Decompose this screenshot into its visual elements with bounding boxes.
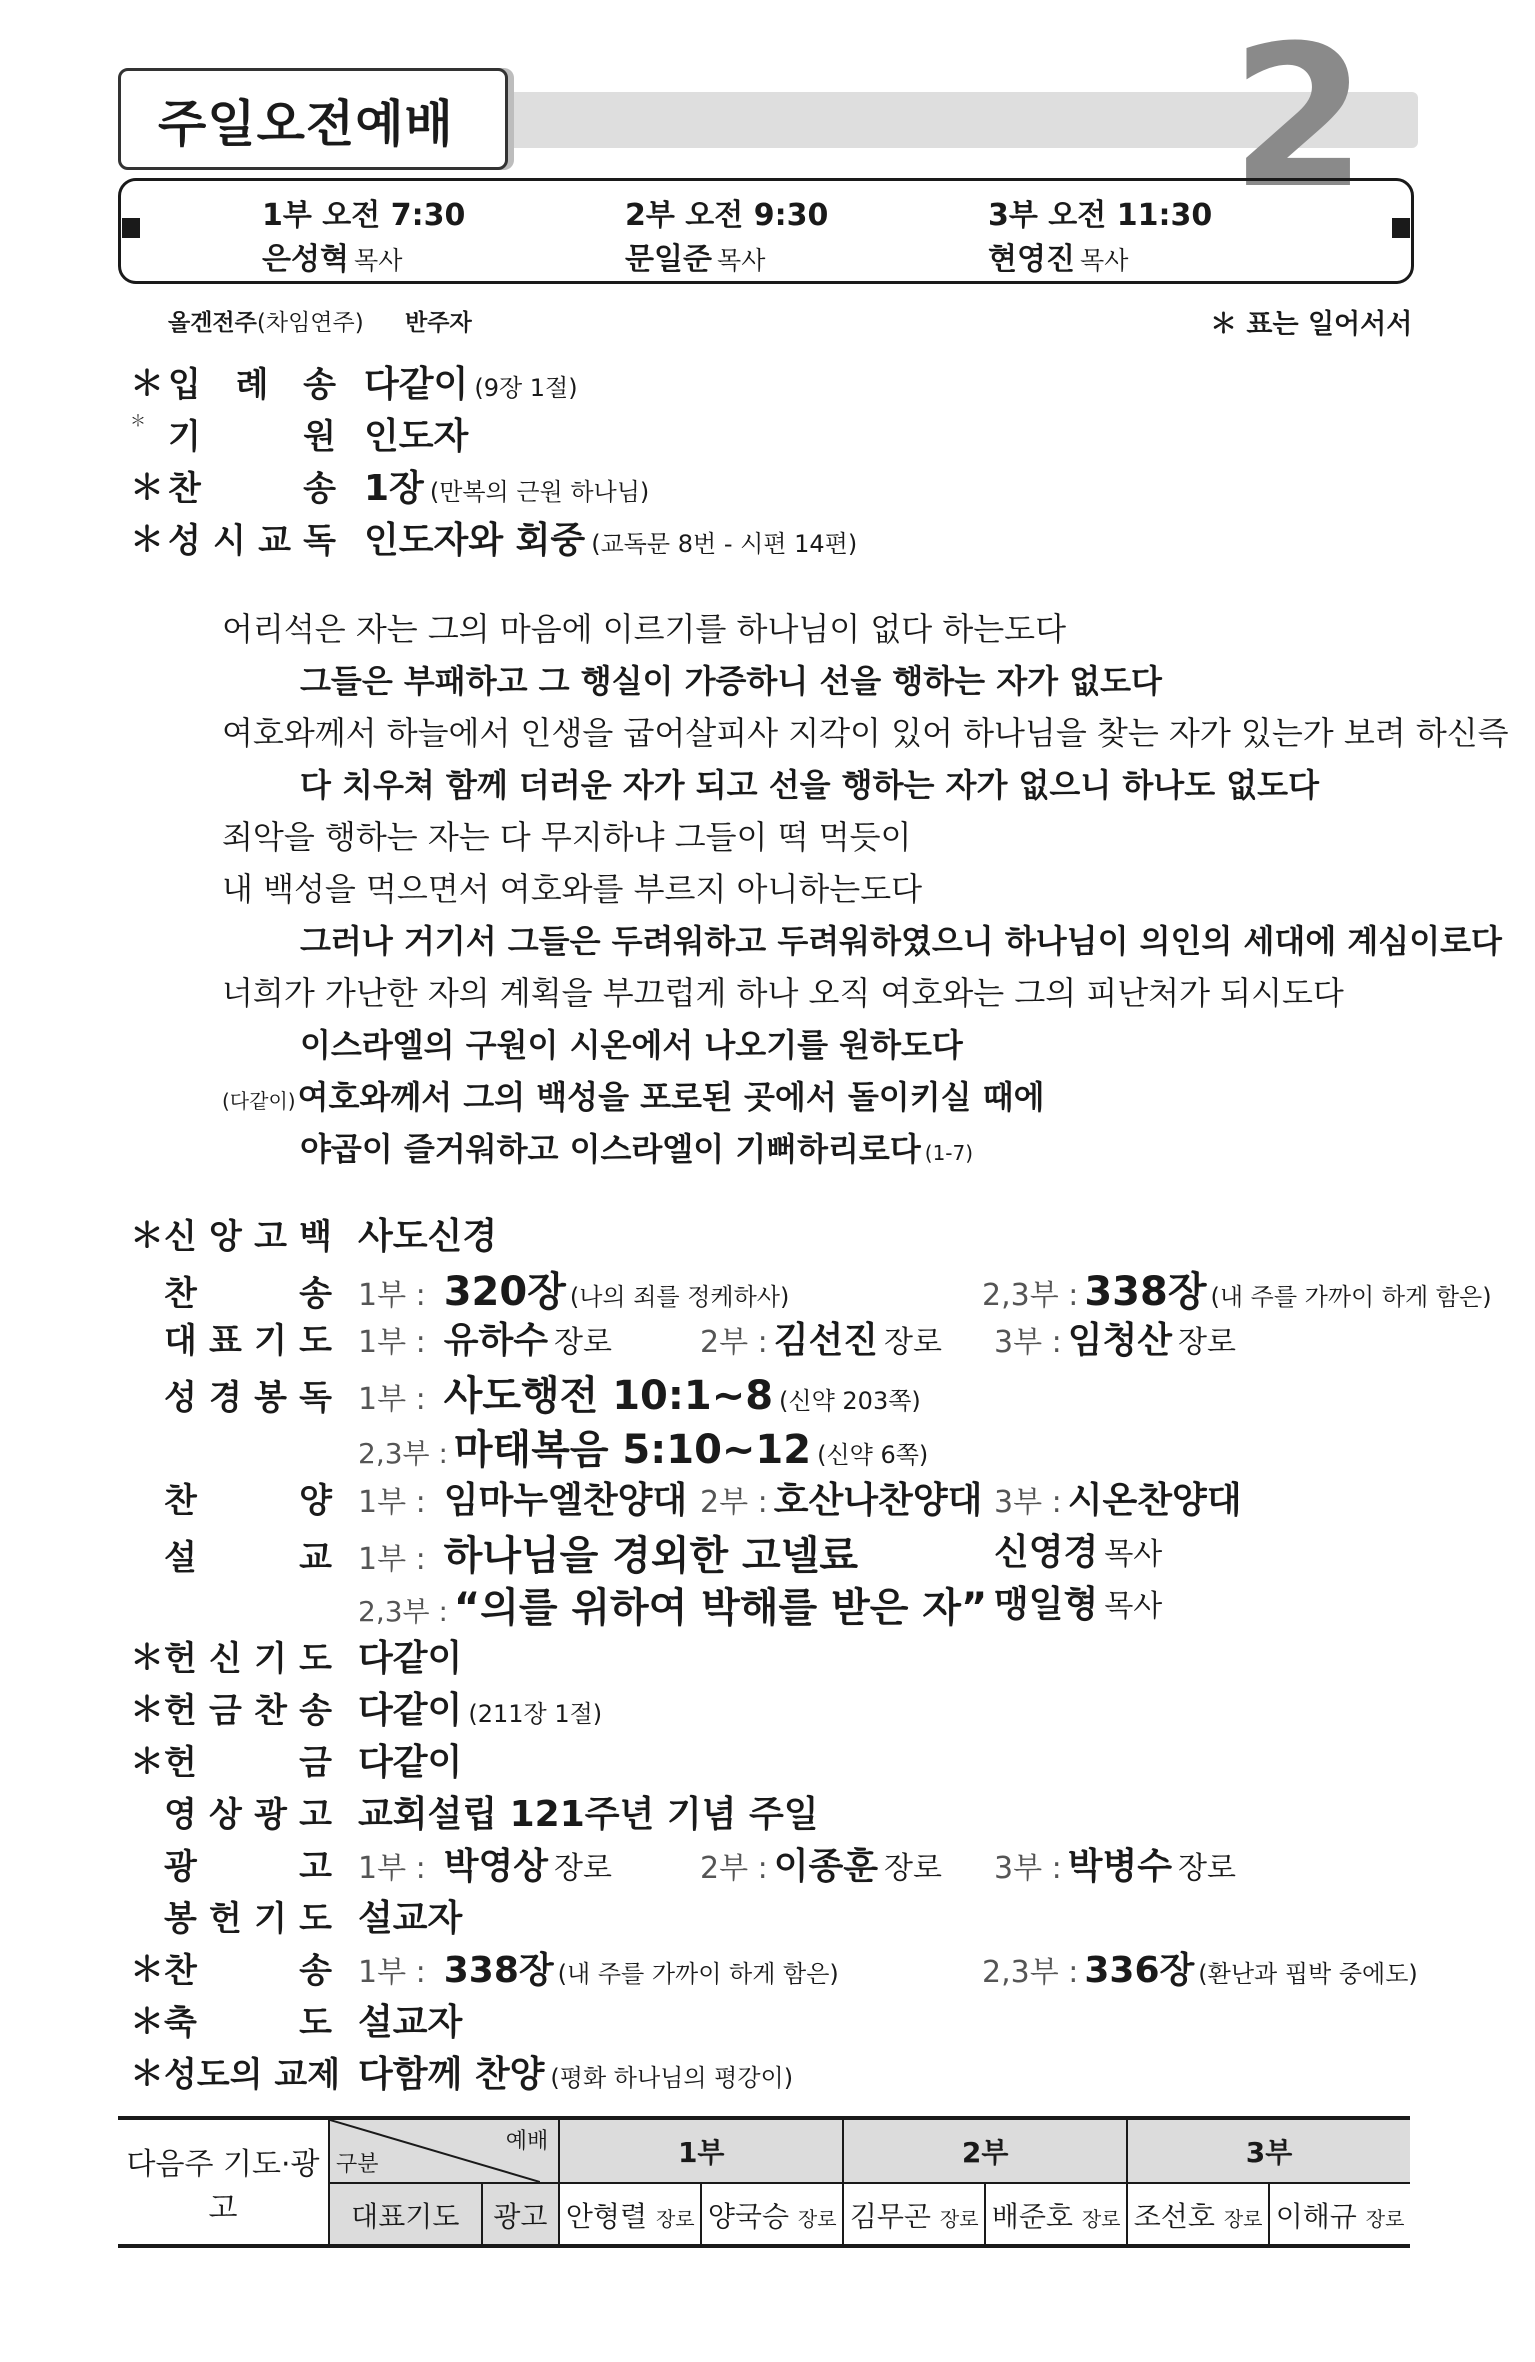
scripture-ref: 사도행전 10:1~8 bbox=[443, 1373, 774, 1419]
announcer-name: 박영상 bbox=[443, 1846, 549, 1887]
hymn-number: 320장 bbox=[443, 1269, 566, 1315]
reading-line: 그들은 부패하고 그 행실이 가증하니 선을 행하는 자가 없도다 bbox=[300, 662, 1162, 700]
announcer-role: 장로 bbox=[554, 1851, 613, 1886]
order-label: 영 상 광 고 bbox=[164, 1795, 332, 1835]
hymn-title: (환난과 핍박 중에도) bbox=[1198, 1960, 1418, 1988]
pastor-name: 현영진 bbox=[988, 242, 1075, 277]
order-note: (211장 1절) bbox=[468, 1700, 603, 1728]
stand-marker: ＊ bbox=[130, 411, 147, 430]
person-cell bbox=[701, 2183, 843, 2247]
next-week-table bbox=[118, 2118, 1410, 2248]
corner-top-label: 예배 bbox=[505, 2129, 549, 2154]
person-name: 양국승 bbox=[707, 2200, 789, 2233]
hymn-number: 336장 bbox=[1084, 1950, 1195, 1991]
organ-prelude bbox=[168, 304, 472, 337]
order-label: 봉 헌 기 도 bbox=[164, 1899, 332, 1939]
order-label: 광 고 bbox=[164, 1847, 332, 1887]
box-marker-left bbox=[122, 218, 140, 238]
preacher-name: 신영경 bbox=[994, 1532, 1099, 1573]
service-header: 2부 bbox=[843, 2119, 1127, 2183]
person-name: 이해규 bbox=[1275, 2200, 1357, 2233]
hymn-title: (내 주를 가까이 하게 함은) bbox=[1210, 1283, 1492, 1311]
order-row-announcement-2 bbox=[700, 1838, 942, 1889]
order-row-scripture bbox=[164, 1364, 921, 1421]
prayer-role: 장로 bbox=[1178, 1325, 1237, 1360]
service-prefix: 2부 : bbox=[700, 1851, 768, 1886]
service-prefix: 2,3부 : bbox=[982, 1955, 1079, 1990]
reading-line: 다 치우쳐 함께 더러운 자가 되고 선을 행하는 자가 없으니 하나도 없도다 bbox=[300, 766, 1319, 804]
service-time: 3부 오전 11:30 bbox=[988, 198, 1213, 233]
sermon-title: “의를 위하여 박해를 받은 자” bbox=[453, 1585, 988, 1631]
reading-line: 죄악을 행하는 자는 다 무지하냐 그들이 떡 먹듯이 bbox=[222, 818, 912, 856]
order-row-dedication bbox=[164, 1630, 462, 1681]
service-3 bbox=[988, 190, 1212, 278]
pastor-role: 목사 bbox=[717, 246, 766, 275]
scripture-ref: 마태복음 5:10~12 bbox=[453, 1427, 812, 1473]
hymn-title: (내 주를 가까이 하게 함은) bbox=[557, 1960, 839, 1988]
page-number: 2 bbox=[1230, 4, 1367, 232]
choir-name: 임마누엘찬양대 bbox=[443, 1480, 688, 1521]
next-week-title: 다음주 기도·광고 bbox=[118, 2119, 329, 2247]
order-row-offering bbox=[164, 1734, 462, 1785]
prayer-role: 장로 bbox=[554, 1325, 613, 1360]
announcer-role: 장로 bbox=[884, 1851, 943, 1886]
organ-label: 올겐전주 bbox=[168, 310, 257, 336]
person-cell bbox=[559, 2183, 701, 2247]
service-prefix: 1부 : bbox=[358, 1485, 426, 1520]
order-label: 기 원 bbox=[168, 417, 336, 457]
service-prefix: 1부 : bbox=[358, 1542, 426, 1577]
order-row-benediction bbox=[164, 1994, 462, 2045]
hymn-title: (나의 죄를 정케하사) bbox=[569, 1283, 790, 1311]
order-row-sermon bbox=[164, 1524, 858, 1581]
reading-line-last bbox=[300, 1124, 973, 1170]
order-row-choir bbox=[164, 1472, 687, 1523]
order-row-hymn-1 bbox=[164, 1260, 789, 1317]
order-row-responsive-reading bbox=[168, 512, 857, 563]
order-row-closing-hymn-2 bbox=[982, 1942, 1418, 1993]
choir-name: 시온찬양대 bbox=[1067, 1480, 1242, 1521]
service-prefix: 3부 : bbox=[994, 1485, 1062, 1520]
order-label: 신 앙 고 백 bbox=[164, 1217, 332, 1257]
order-label: 찬 송 bbox=[168, 469, 336, 509]
pastor-role: 목사 bbox=[354, 246, 403, 275]
person-name: 조선호 bbox=[1133, 2200, 1215, 2233]
person-name: 김무곤 bbox=[849, 2200, 931, 2233]
order-row-scripture-2 bbox=[358, 1418, 928, 1475]
stand-marker: ＊ bbox=[130, 2054, 164, 2094]
corner-cell bbox=[329, 2119, 559, 2183]
stand-marker: ＊ bbox=[130, 468, 164, 508]
page-title: 주일오전예배 bbox=[158, 95, 454, 153]
order-label: 헌 신 기 도 bbox=[164, 1639, 332, 1679]
order-value: 다함께 찬양 bbox=[358, 2054, 545, 2095]
stand-marker: ＊ bbox=[130, 1216, 164, 1256]
person-cell bbox=[843, 2183, 985, 2247]
order-label: 성 시 교 독 bbox=[168, 521, 336, 561]
order-row-closing-hymn bbox=[164, 1942, 839, 1993]
person-cell bbox=[985, 2183, 1127, 2247]
service-2 bbox=[625, 190, 828, 278]
order-label: 성도의 교제 bbox=[164, 2055, 341, 2095]
pastor-name: 은성혁 bbox=[262, 242, 349, 277]
service-prefix: 2,3부 : bbox=[358, 1437, 448, 1470]
verse-range: (1-7) bbox=[924, 1141, 974, 1165]
hymn-number: 338장 bbox=[1084, 1269, 1207, 1315]
row-label-announce: 광고 bbox=[482, 2183, 560, 2247]
order-label: 설 교 bbox=[164, 1538, 332, 1578]
reading-line-together bbox=[222, 1072, 1045, 1118]
reading-line: 이스라엘의 구원이 시온에서 나오기를 원하도다 bbox=[300, 1026, 963, 1064]
order-note: (평화 하나님의 평강이) bbox=[550, 2064, 794, 2092]
person-cell bbox=[1127, 2183, 1269, 2247]
order-value: 설교자 bbox=[358, 2002, 463, 2043]
reading-text: 야곱이 즐거워하고 이스라엘이 기뻐하리로다 bbox=[300, 1130, 921, 1168]
reading-line: 내 백성을 먹으면서 여호와를 부르지 아니하는도다 bbox=[222, 870, 923, 908]
corner-bottom-label: 구분 bbox=[336, 2152, 379, 2177]
service-prefix: 1부 : bbox=[358, 1382, 426, 1417]
order-row-hymn-2 bbox=[982, 1260, 1492, 1317]
stand-marker: ＊ bbox=[130, 1950, 164, 1990]
order-row-creed bbox=[164, 1208, 497, 1259]
person-role: 장로 bbox=[939, 2207, 979, 2231]
stand-note: ＊ 표는 일어서서 bbox=[1210, 309, 1413, 340]
service-prefix: 1부 : bbox=[358, 1851, 426, 1886]
person-cell bbox=[1269, 2183, 1410, 2247]
order-row-offering-hymn bbox=[164, 1682, 602, 1733]
reading-line: 너희가 가난한 자의 계획을 부끄럽게 하나 오직 여호와는 그의 피난처가 되시도다 bbox=[222, 974, 1344, 1012]
service-prefix: 3부 : bbox=[994, 1851, 1062, 1886]
order-value: 설교자 bbox=[358, 1898, 463, 1939]
order-value: 사도신경 bbox=[358, 1216, 498, 1257]
service-prefix: 2부 : bbox=[700, 1325, 768, 1360]
together-prefix: (다같이) bbox=[222, 1089, 296, 1113]
organ-note: (차임연주) bbox=[256, 310, 364, 336]
person-role: 장로 bbox=[797, 2207, 837, 2231]
order-label: 찬 송 bbox=[164, 1951, 332, 1991]
order-row-hymn bbox=[168, 460, 649, 511]
order-note: (만복의 근원 하나님) bbox=[429, 478, 650, 506]
choir-name: 호산나찬양대 bbox=[773, 1480, 983, 1521]
order-label: 축 도 bbox=[164, 2003, 332, 2043]
order-row-announcement bbox=[164, 1838, 612, 1889]
person-role: 장로 bbox=[1223, 2207, 1263, 2231]
person-role: 장로 bbox=[1365, 2207, 1405, 2231]
reading-text: 여호와께서 그의 백성을 포로된 곳에서 돌이키실 때에 bbox=[297, 1078, 1045, 1116]
stand-marker: ＊ bbox=[130, 1742, 164, 1782]
stand-marker: ＊ bbox=[130, 2002, 164, 2042]
prayer-name: 임청산 bbox=[1067, 1320, 1173, 1361]
order-value: 다같이 bbox=[358, 1742, 463, 1783]
order-row-fellowship bbox=[164, 2046, 793, 2097]
order-row bbox=[168, 356, 578, 407]
stand-marker: ＊ bbox=[130, 364, 164, 404]
order-value: 교회설립 121주년 기념 주일 bbox=[358, 1794, 819, 1835]
reading-line: 어리석은 자는 그의 마음에 이르기를 하나님이 없다 하는도다 bbox=[222, 610, 1067, 648]
person-name: 안형렬 bbox=[565, 2200, 648, 2233]
sermon-title: 하나님을 경외한 고넬료 bbox=[443, 1533, 858, 1579]
order-label: 헌 금 찬 송 bbox=[164, 1691, 332, 1731]
table-bottom-rule bbox=[118, 2244, 1410, 2248]
sermon-preacher-2 bbox=[994, 1576, 1162, 1627]
order-row-prayer-2 bbox=[700, 1312, 942, 1363]
service-header: 1부 bbox=[559, 2119, 843, 2183]
prayer-name: 김선진 bbox=[773, 1320, 879, 1361]
service-prefix: 1부 : bbox=[358, 1955, 426, 1990]
order-row-prayer bbox=[164, 1312, 612, 1363]
order-value: 다같이 bbox=[358, 1638, 463, 1679]
sermon-preacher-1 bbox=[994, 1524, 1162, 1575]
reading-line: 그러나 거기서 그들은 두려워하고 두려워하였으니 하나님이 의인의 세대에 계심이로다 bbox=[300, 922, 1502, 960]
order-label: 입 례 송 bbox=[168, 365, 336, 405]
service-prefix: 2,3부 : bbox=[982, 1278, 1079, 1313]
order-label: 성 경 봉 독 bbox=[164, 1378, 332, 1418]
scripture-page: (신약 203쪽) bbox=[779, 1387, 921, 1415]
order-value: 1장 bbox=[364, 468, 424, 509]
service-time: 2부 오전 9:30 bbox=[625, 198, 829, 233]
service-prefix: 2,3부 : bbox=[358, 1595, 448, 1628]
service-prefix: 3부 : bbox=[994, 1325, 1062, 1360]
order-row-choir-3 bbox=[994, 1472, 1242, 1523]
service-prefix: 2부 : bbox=[700, 1485, 768, 1520]
order-row-sermon-2 bbox=[358, 1576, 987, 1633]
preacher-role: 목사 bbox=[1104, 1537, 1163, 1572]
announcer-name: 박병수 bbox=[1067, 1846, 1173, 1887]
order-row-prayer-3 bbox=[994, 1312, 1236, 1363]
order-label: 찬 송 bbox=[164, 1274, 332, 1314]
announcer-role: 장로 bbox=[1178, 1851, 1237, 1886]
stand-marker: ＊ bbox=[130, 520, 164, 560]
order-value: 다같이 bbox=[358, 1690, 463, 1731]
pastor-role: 목사 bbox=[1080, 246, 1129, 275]
preacher-role: 목사 bbox=[1104, 1589, 1163, 1624]
service-header: 3부 bbox=[1127, 2119, 1410, 2183]
order-label: 대 표 기 도 bbox=[164, 1321, 332, 1361]
order-row-video bbox=[164, 1786, 819, 1837]
box-marker-right bbox=[1392, 218, 1410, 238]
order-row-offering-prayer bbox=[164, 1890, 462, 1941]
order-row-announcement-3 bbox=[994, 1838, 1236, 1889]
order-row-choir-2 bbox=[700, 1472, 982, 1523]
service-time: 1부 오전 7:30 bbox=[262, 198, 466, 233]
order-value: 다같이 bbox=[364, 364, 469, 405]
order-value: 인도자와 회중 bbox=[364, 520, 586, 561]
reading-line: 여호와께서 하늘에서 인생을 굽어살피사 지각이 있어 하나님을 찾는 자가 있는가 보려 하신즉 bbox=[222, 714, 1509, 752]
hymn-number: 338장 bbox=[443, 1950, 554, 1991]
accompanist-label: 반주자 bbox=[405, 310, 472, 336]
person-role: 장로 bbox=[655, 2207, 695, 2231]
row-label-prayer: 대표기도 bbox=[329, 2183, 482, 2247]
person-name: 배준호 bbox=[991, 2200, 1073, 2233]
order-note: (9장 1절) bbox=[474, 374, 578, 402]
prayer-name: 유하수 bbox=[443, 1320, 549, 1361]
stand-marker: ＊ bbox=[130, 1690, 164, 1730]
order-note: (교독문 8번 - 시편 14편) bbox=[591, 530, 858, 558]
order-row-entrance-hymn bbox=[130, 356, 164, 405]
announcer-name: 이종훈 bbox=[773, 1846, 879, 1887]
pastor-name: 문일준 bbox=[625, 242, 712, 277]
table-top-rule bbox=[118, 2116, 1410, 2120]
person-role: 장로 bbox=[1081, 2207, 1121, 2231]
order-row-invocation bbox=[168, 408, 468, 459]
prayer-role: 장로 bbox=[884, 1325, 943, 1360]
service-1 bbox=[262, 190, 465, 278]
order-value: 인도자 bbox=[364, 416, 469, 457]
preacher-name: 맹일형 bbox=[994, 1584, 1099, 1625]
order-label: 헌 금 bbox=[164, 1743, 332, 1783]
order-label: 찬 양 bbox=[164, 1481, 332, 1521]
scripture-page: (신약 6쪽) bbox=[817, 1441, 929, 1469]
stand-marker: ＊ bbox=[130, 1638, 164, 1678]
service-prefix: 1부 : bbox=[358, 1278, 426, 1313]
service-prefix: 1부 : bbox=[358, 1325, 426, 1360]
